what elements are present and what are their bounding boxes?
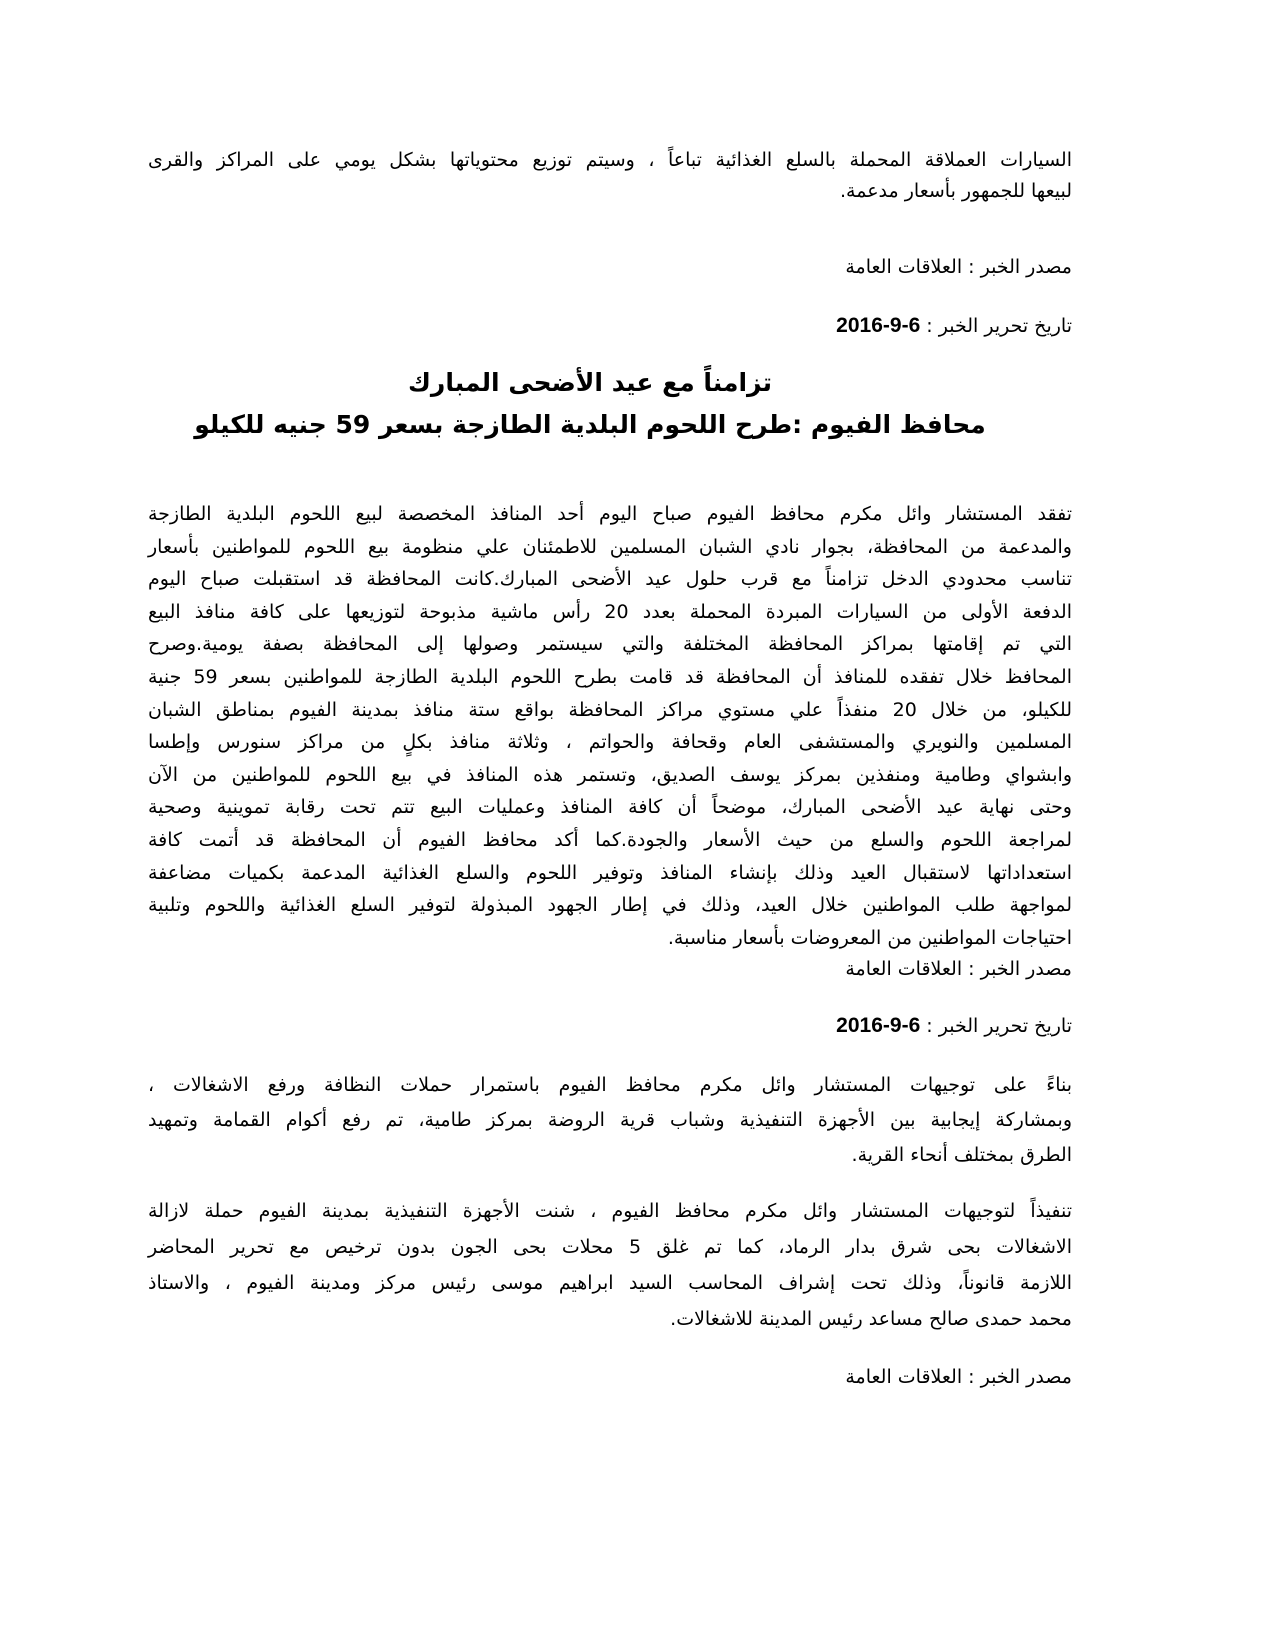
paragraph-line: اللازمة قانوناً، وذلك تحت إشراف المحاسب السيد ابراهيم موسى رئيس مركز ومدينة الفيوم ، والاستاذ	[148, 1272, 1072, 1294]
paragraph-line: تفقد المستشار وائل مكرم محافظ الفيوم صباح اليوم أحد المنافذ المخصصة لبيع اللحوم البلدية الطازجة	[148, 503, 1072, 525]
paragraph-line: وابشواي وطامية ومنفذين بمركز يوسف الصديق، وتستمر هذه المنافذ في بيع اللحوم للمواطنين من الآن	[148, 763, 1072, 786]
paragraph-line: لمواجهة طلب المواطنين خلال العيد، وذلك في إطار الجهود المبذولة لتوفير السلع الغذائية واللحوم وتلبية	[148, 894, 1072, 917]
paragraph-line: التي تم إقامتها بمراكز المحافظة المختلفة والتي سيستمر وصولها إلى المحافظة بصفة يومية.وصرح	[148, 633, 1072, 656]
news-source: مصدر الخبر : العلاقات العامة	[845, 1366, 1072, 1388]
edit-date	[148, 1014, 1072, 1038]
paragraph-line: وحتى نهاية عيد الأضحى المبارك، موضحاً أن كافة المنافذ وعمليات البيع تتم تحت رقابة تموينية وصحية	[148, 796, 1072, 819]
edit-date-label: تاريخ تحرير الخبر :	[920, 315, 1072, 337]
paragraph-line: احتياجات المواطنين من المعروضات بأسعار مناسبة.	[667, 926, 1072, 949]
news-source: مصدر الخبر : العلاقات العامة	[845, 256, 1072, 278]
paragraph-line: وبمشاركة إيجابية بين الأجهزة التنفيذية وشباب قرية الروضة بمركز طامية، تم رفع أكوام القمامة وتمهيد	[148, 1109, 1072, 1131]
closure-paragraph	[148, 1193, 1072, 1337]
paragraph-line: استعداداتها لاستقبال العيد وذلك بإنشاء المنافذ وتوفير اللحوم والسلع الغذائية المدعمة بكميات مضاعفة	[148, 861, 1072, 884]
article-body	[148, 498, 1072, 954]
paragraph-line: محمد حمدى صالح مساعد رئيس المدينة للاشغالات.	[670, 1308, 1072, 1330]
paragraph-line: الاشغالات بحى شرق بدار الرماد، كما تم غلق 5 محلات بحى الجون بدون ترخيص مع تحرير المحاضر	[148, 1236, 1072, 1258]
edit-date	[148, 314, 1072, 338]
edit-date-value: 6-9-2016	[836, 314, 921, 337]
paragraph-line: المحافظ خلال تفقده للمنافذ أن المحافظة قد قامت بطرح اللحوم البلدية الطازجة للمواطنين بسعر 59 جنية	[148, 665, 1072, 688]
paragraph-line: المسلمين والنويري والمستشفى العام وقحافة والحواتم ، وثلاثة منافذ بكلٍ من مراكز سنورس وإطسا	[148, 731, 1072, 754]
edit-date-value: 6-9-2016	[836, 1014, 921, 1037]
paragraph-line: للكيلو، من خلال 20 منفذاً علي مستوي مراكز المحافظة بواقع ستة منافذ بمدينة الفيوم بمناطق الشبان	[148, 698, 1072, 721]
paragraph-line: تناسب محدودي الدخل تزامناً مع قرب حلول عيد الأضحى المبارك.كانت المحافظة قد استقبلت صباح اليوم	[148, 568, 1072, 591]
paragraph-line: الطرق بمختلف أنحاء القرية.	[851, 1144, 1072, 1166]
article-headline-line-2: محافظ الفيوم :طرح اللحوم البلدية الطازجة بسعر 59 جنيه للكيلو	[194, 410, 986, 439]
paragraph-line: تنفيذاً لتوجيهات المستشار وائل مكرم محافظ الفيوم ، شنت الأجهزة التنفيذية بمدينة الفيوم حملة لازالة	[148, 1200, 1072, 1222]
intro-paragraph	[148, 145, 1072, 207]
article-headline-line-1: تزامناً مع عيد الأضحى المبارك	[408, 368, 772, 397]
paragraph-line: لمراجعة اللحوم والسلع من حيث الأسعار والجودة.كما أكد محافظ الفيوم أن المحافظة قد أتمت كافة	[148, 828, 1072, 851]
paragraph-line: السيارات العملاقة المحملة بالسلع الغذائية تباعاً ، وسيتم توزيع محتوياتها بشكل يومي على المراكز والقرى	[148, 149, 1072, 171]
paragraph-line: لبيعها للجمهور بأسعار مدعمة.	[840, 180, 1072, 202]
cleaning-paragraph	[148, 1068, 1072, 1173]
paragraph-line: والمدعمة من المحافظة، بجوار نادي الشبان المسلمين للاطمئنان علي منظومة بيع اللحوم للمواطنين بأسعار	[148, 535, 1072, 558]
edit-date-label: تاريخ تحرير الخبر :	[920, 1015, 1072, 1037]
paragraph-line: الدفعة الأولى من السيارات المبردة المحملة بعدد 20 رأس ماشية مذبوحة لتوزيعها على كافة منافذ البيع	[148, 600, 1072, 623]
paragraph-line: بناءً على توجيهات المستشار وائل مكرم محافظ الفيوم باستمرار حملات النظافة ورفع الاشغالات ،	[148, 1074, 1072, 1096]
news-source: مصدر الخبر : العلاقات العامة	[845, 958, 1072, 980]
